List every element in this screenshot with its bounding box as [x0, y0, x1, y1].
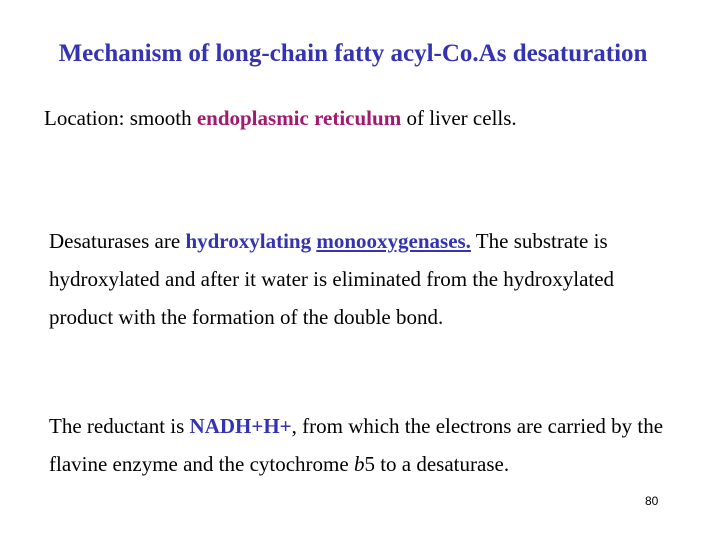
- p2-bold-nadh: NADH+H+: [189, 414, 292, 438]
- p2-text-3: 5 to a desaturase.: [364, 452, 510, 476]
- p2-italic-b: b: [353, 452, 365, 476]
- p1-bold-monooxygenases: monooxygenases.: [316, 229, 471, 253]
- paragraph-reductant: [49, 407, 669, 483]
- p1-bold-hydroxylating: hydroxylating: [185, 229, 312, 253]
- location-prefix: Location: smooth: [44, 106, 197, 130]
- p2-text-2: , from which the electrons are carried by the flavine enzyme and the cytochrome: [49, 414, 664, 476]
- location-highlight: endoplasmic reticulum: [196, 106, 402, 130]
- slide-title: Mechanism of long-chain fatty acyl-Co.As desaturation: [58, 40, 648, 67]
- p1-text-3: The substrate is hydroxylated and after it water is eliminated from the hydroxylated product with the formation of the double bond.: [49, 229, 615, 329]
- page-number: 80: [645, 494, 659, 508]
- location-suffix: of liver cells.: [401, 106, 517, 130]
- p2-text-1: The reductant is: [49, 414, 190, 438]
- p1-text-1: Desaturases are: [49, 229, 186, 253]
- location-line: [44, 106, 517, 131]
- paragraph-desaturases: [49, 222, 669, 336]
